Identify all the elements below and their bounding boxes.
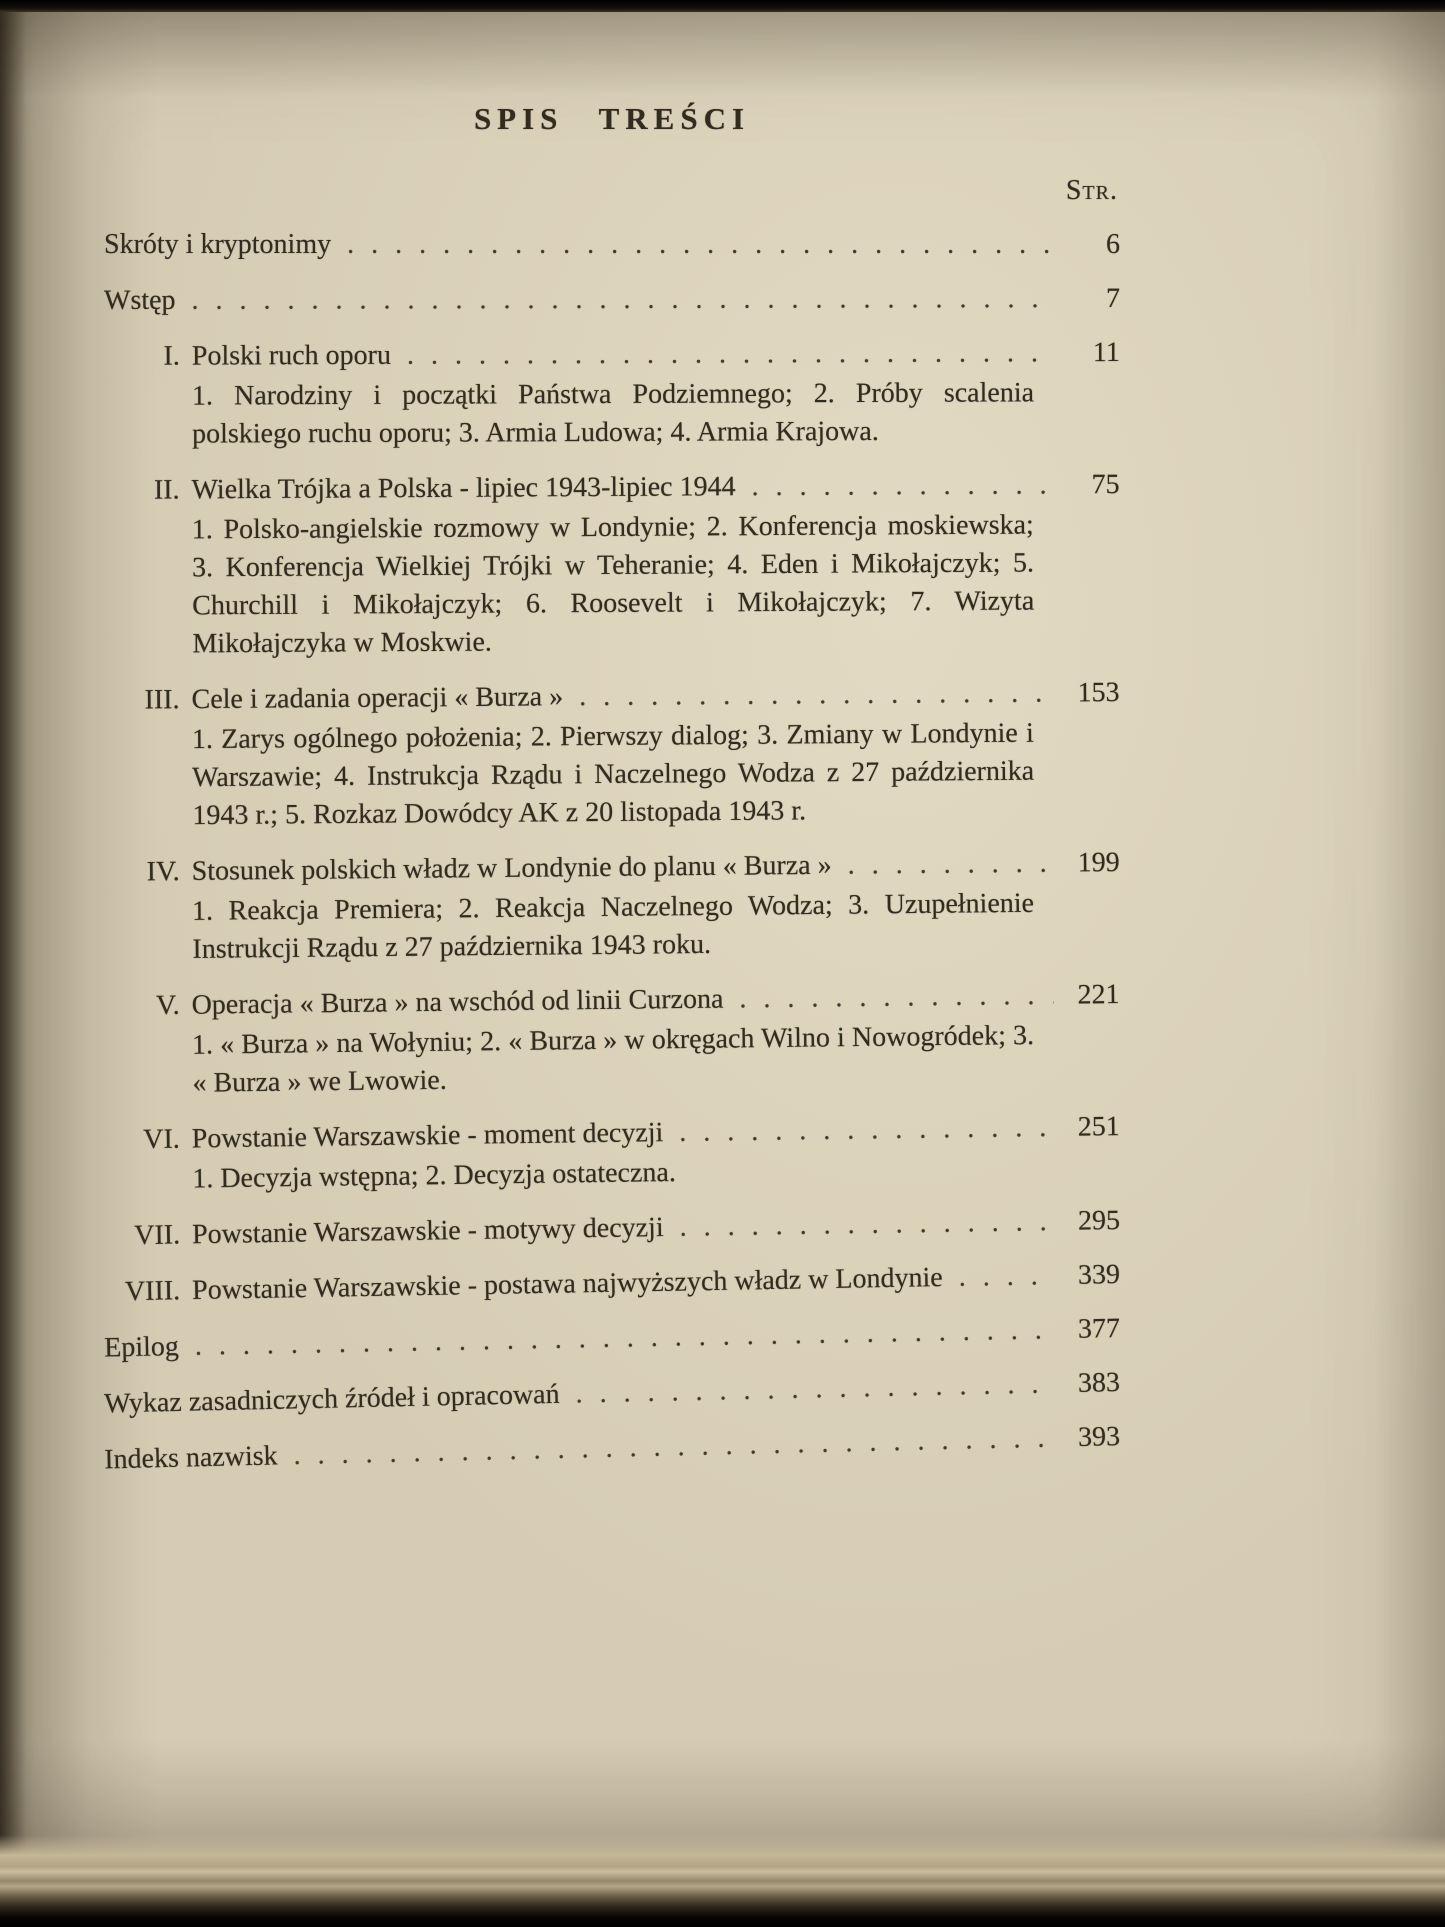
toc-entry — [104, 1256, 1121, 1312]
entry-page-number: 393 — [1077, 1421, 1121, 1453]
toc-entry — [104, 280, 1120, 320]
entry-subtitle: 1. Narodziny i początki Państwa Podziemnego; 2. Próby scalenia polskiego ruchu oporu; 3. Armia Ludowa; 4. Armia Krajowa. — [191, 377, 1035, 450]
entry-page-number: 6 — [1106, 229, 1120, 260]
toc-entry — [104, 226, 1120, 264]
entry-page-number: 153 — [1077, 677, 1120, 709]
entry-numeral: VII. — [133, 1219, 181, 1252]
entry-title-row — [104, 226, 1120, 264]
entry-title-row — [191, 674, 1119, 719]
entry-numeral: VI. — [143, 1123, 181, 1156]
entry-page-number: 7 — [1105, 283, 1121, 315]
entry-page-number: 377 — [1077, 1313, 1121, 1345]
entry-body — [104, 1310, 1121, 1367]
entry-title: Operacja « Burza » na wschód od linii Curzona — [191, 983, 724, 1021]
entry-title: Wstęp — [103, 284, 176, 316]
entry-title-row — [192, 1256, 1121, 1310]
entry-title-row — [192, 334, 1120, 376]
toc-entry — [104, 1418, 1121, 1479]
toc-entry — [103, 466, 1120, 664]
entry-numeral: I. — [163, 340, 180, 372]
toc-entry — [104, 1310, 1121, 1367]
entry-body — [192, 334, 1120, 454]
entry-title-row — [104, 280, 1120, 320]
dot-leader — [194, 1311, 1054, 1365]
toc-entry — [103, 674, 1120, 836]
toc-content — [103, 100, 1121, 1476]
entry-subtitle: 1. Polsko-angielskie rozmowy w Londynie; 2. Konferencja moskiewska; 3. Konferencja Wielkiej Trójki w Teheranie; 4. Eden i Mikołajczyk; 5. Churchill i Mikołajczyk; 6. Roosevelt i Mikołajczyk; 7. Wizyta Mikołajczyka w Moskwie. — [191, 509, 1035, 660]
toc-entry — [104, 1202, 1120, 1256]
dot-leader — [679, 1203, 1054, 1247]
photo-top-edge — [0, 0, 1445, 12]
entry-title: Epilog — [103, 1331, 180, 1364]
entry-body — [192, 1256, 1121, 1310]
entry-page-number: 251 — [1077, 1111, 1120, 1143]
entry-title: Skróty i kryptonimy — [104, 229, 332, 260]
entry-page-number: 75 — [1091, 469, 1120, 501]
entry-title: Wielka Trójka a Polska - lipiec 1943-lipiec 1944 — [191, 471, 736, 506]
page-column-header: Str. — [1065, 175, 1118, 206]
entry-title-row — [191, 844, 1119, 891]
toc-entry — [104, 1364, 1121, 1423]
entry-page-number: 199 — [1077, 847, 1120, 879]
entry-title-row — [104, 1418, 1121, 1479]
dot-leader — [751, 466, 1053, 506]
entry-body — [191, 674, 1120, 835]
dot-leader — [958, 1257, 1054, 1297]
entry-body — [191, 844, 1120, 969]
entry-page-number: 295 — [1077, 1205, 1121, 1237]
dot-leader — [679, 1109, 1054, 1152]
entry-numeral: IV. — [146, 856, 180, 888]
entry-title: Powstanie Warszawskie - postawa najwyższych władz w Londynie — [191, 1262, 943, 1307]
entry-title-row — [104, 1364, 1121, 1423]
entry-numeral: VIII. — [124, 1275, 181, 1308]
entry-title: Powstanie Warszawskie - moment decyzji — [191, 1117, 664, 1155]
entry-title: Powstanie Warszawskie - motywy decyzji — [191, 1212, 664, 1251]
entry-title: Cele i zadania operacji « Burza » — [191, 681, 564, 716]
entry-body — [192, 1202, 1120, 1254]
entry-body — [104, 1418, 1121, 1479]
gutter-shadow — [0, 8, 26, 1879]
entry-title: Wykaz zasadniczych źródeł i opracowań — [103, 1378, 560, 1420]
toc-entry — [103, 976, 1120, 1104]
toc-entry — [104, 334, 1120, 454]
page-edges — [0, 1835, 1445, 1927]
dot-leader — [407, 334, 1054, 374]
toc-entry — [103, 844, 1120, 970]
entry-numeral: V. — [155, 989, 180, 1022]
dot-leader — [575, 1365, 1054, 1413]
entry-page-number: 221 — [1077, 979, 1120, 1011]
entry-subtitle: 1. Decyzja wstępna; 2. Decyzja ostateczna. — [192, 1156, 677, 1195]
entry-page-number: 11 — [1092, 337, 1120, 369]
dot-leader — [579, 675, 1054, 717]
entry-title: Stosunek polskich władz w Londynie do planu « Burza » — [191, 849, 832, 887]
toc-entry — [104, 1108, 1121, 1200]
dot-leader — [739, 977, 1054, 1019]
entry-page-number: 383 — [1077, 1367, 1121, 1399]
entry-title-row — [192, 1202, 1120, 1254]
entry-subtitle: 1. Reakcja Premiera; 2. Reakcja Naczelnego Wodza; 3. Uzupełnienie Instrukcji Rządu z 27 października 1943 roku. — [191, 887, 1035, 965]
entry-body — [104, 280, 1120, 320]
entry-title-row — [104, 1310, 1121, 1367]
entry-body — [104, 226, 1120, 264]
dot-leader — [847, 845, 1053, 885]
entry-body — [191, 466, 1120, 663]
toc-title: SPIS TREŚCI — [473, 101, 751, 136]
entry-subtitle: 1. Zarys ogólnego położenia; 2. Pierwszy dialog; 3. Zmiany w Londynie i Warszawie; 4. Instrukcja Rządu i Naczelnego Wodza z 27 października 1943 r.; 5. Rozkaz Dowódcy AK z 20 listopada 1943 r. — [191, 717, 1035, 832]
entry-numeral: II. — [153, 474, 180, 506]
dot-leader — [191, 280, 1054, 320]
entry-numeral: III. — [144, 684, 180, 716]
toc-list — [103, 226, 1121, 1476]
entry-title-row — [191, 466, 1119, 509]
entry-title: Indeks nazwisk — [103, 1440, 278, 1476]
entry-subtitle: 1. « Burza » na Wołyniu; 2. « Burza » w okręgach Wilno i Nowogródek; 3. « Burza » we Lwowie. — [191, 1019, 1035, 1099]
dot-leader — [347, 226, 1054, 264]
entry-body — [191, 976, 1120, 1103]
entry-page-number: 339 — [1077, 1259, 1121, 1291]
entry-body — [104, 1364, 1121, 1423]
book-page — [0, 8, 1445, 1879]
entry-body — [192, 1108, 1121, 1198]
entry-title: Polski ruch oporu — [191, 339, 392, 372]
dot-leader — [293, 1420, 1054, 1476]
